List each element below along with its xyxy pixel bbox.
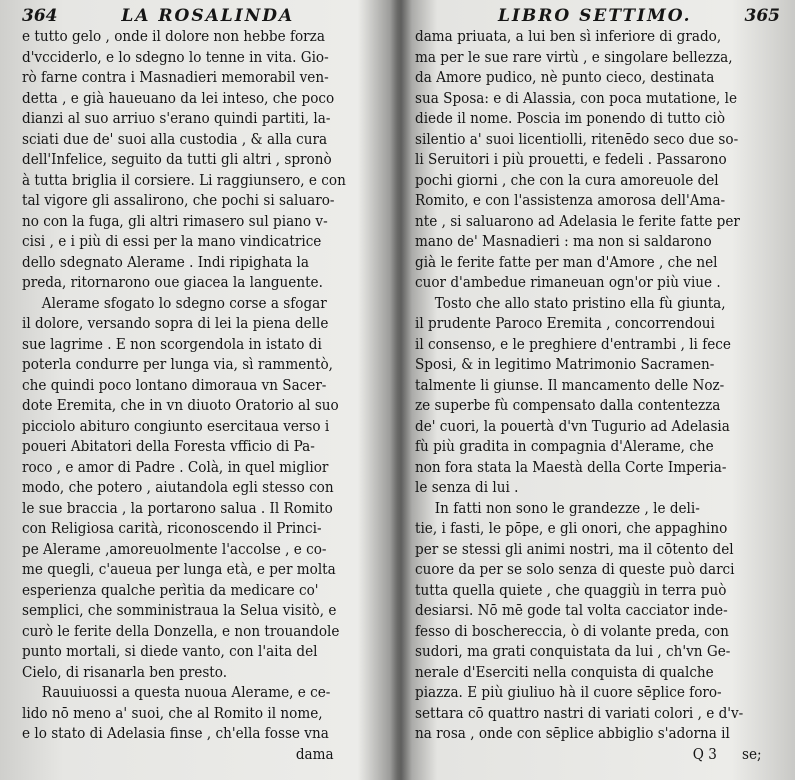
text-line: semplici, che somministraua la Selua visitò, e [22,601,337,619]
text-line: lido nō meno a' suoi, che al Romito il nome, [22,703,323,722]
right-page-number: 365 [744,6,780,26]
text-line: talmente li giunse. Il mancamento delle Noz- [415,375,725,394]
text-line: con Religiosa carità, riconoscendo il Princi- [22,519,322,537]
left-page-number: 364 [22,6,58,26]
text-line: Cielo, di risanarla ben presto. [22,662,228,681]
text-line: mano de' Masnadieri : ma non si saldarono [415,232,712,250]
text-line: tie, i fasti, le pōpe, e gli onori, che appaghino [415,519,728,537]
text-line: pochi giorni , che con la cura amoreuole del [415,170,719,189]
text-line: tal vigore gli assalirono, che pochi si saluaro- [22,191,335,209]
text-line: d'vcciderlo, e lo sdegno lo tenne in vita. Gio- [22,47,329,66]
text-line: poueri Abitatori della Foresta vfficio di Pa- [22,437,315,455]
text-line: sue lagrime . E non scorgendola in istato di [22,334,322,353]
text-line: dell'Infelice, seguito da tutti gli altri , spronò [22,150,332,168]
left-page [22,0,388,780]
text-line: li Seruitori i più prouetti, e fedeli . Passarono [415,150,727,168]
text-line: esperienza qualche perìtia da medicare co' [22,580,319,599]
right-page-header [415,0,780,26]
right-page [415,0,780,780]
left-page-text [22,26,388,764]
text-line: ze superbe fù compensato dalla contentezza [415,396,721,414]
text-line: nerale d'Eserciti nella conquista di qualche [415,662,714,681]
text-line: me quegli, c'aueua per lunga età, e per molta [22,560,336,578]
text-line: sciati due de' suoi alla custodia , & alla cura [22,129,328,148]
text-line: picciolo abituro congiunto esercitaua verso i [22,416,330,435]
text-line: dello sdegnato Alerame . Indi ripighata la [22,252,310,271]
text-line: roco , e amor di Padre . Colà, in quel miglior [22,457,329,476]
text-line: poterla condurre per lunga via, sì rammentò, [22,355,333,373]
text-line: cisi , e i più di essi per la mano vindicatrice [22,232,322,250]
text-line: ma per le sue rare virtù , e singolare bellezza, [415,47,733,66]
text-line: dianzi al suo arriuo s'erano quindi partiti, la- [22,109,331,127]
text-line: dama priuata, a lui ben sì inferiore di grado, [415,27,722,45]
text-line: da Amore pudico, nè punto cieco, destinata [415,68,715,86]
text-line: punto mortali, si diede vanto, con l'aita del [22,642,318,660]
text-line: Sposi, & in legitimo Matrimonio Sacramen- [415,355,715,373]
text-line: fesso di boschereccia, ò di volante preda, con [415,621,729,640]
text-line: già le ferite fatte per man d'Amore , che nel [415,252,718,271]
text-line: desiarsi. Nō mē gode tal volta cacciator inde- [415,601,728,619]
catchword: se; [742,744,762,763]
text-line: dote Eremita, che in vn diuoto Oratorio al suo [22,396,339,414]
text-line: silentio a' suoi licentiolli, ritenēdo seco due so- [415,129,739,148]
text-line: rò farne contra i Masnadieri memorabil ven- [22,68,329,86]
text-line: curò le ferite della Donzella, e non trouandole [22,621,340,640]
text-line: In fatti non sono le grandezze , le deli- [434,498,700,517]
signature-row [415,744,780,765]
text-line: pe Alerame ,amoreuolmente l'accolse , e co- [22,539,327,558]
text-line: Alerame sfogato lo sdegno corse a sfogar [41,293,327,312]
text-line: le sue braccia , la portarono salua . Il Romito [22,498,333,517]
text-line: na rosa , onde con sēplice abbiglio s'adorna il [415,724,730,742]
text-line: nte , si saluarono ad Adelasia le ferite fatte per [415,211,740,230]
text-line: sua Sposa: e di Alassia, con poca mutatione, le [415,88,738,107]
text-line: il consenso, e le preghiere d'entrambi , li fece [415,334,731,353]
text-line: e lo stato di Adelasia finse , ch'ella fosse vna [22,724,329,742]
text-line: Romito, e con l'assistenza amorosa dell'Ama- [415,191,726,209]
text-line: fù più gradita in compagnia d'Alerame, che [415,437,714,455]
signature-mark: Q 3 [692,744,717,763]
left-running-head: LA ROSALINDA [121,6,295,26]
catchword: dama [295,744,334,763]
text-line: per se stessi gli animi nostri, ma il cōtento del [415,539,734,558]
text-line: Rauuiuossi a questa nuoua Alerame, e ce- [41,683,331,701]
right-running-head: LIBRO SETTIMO. [497,6,692,26]
text-line: de' cuori, la pouertà d'vn Tugurio ad Adelasia [415,416,730,435]
text-line: detta , e già haueuano da lei inteso, che poco [22,88,335,107]
right-page-text [415,26,780,764]
text-line: à tutta briglia il corsiere. Li raggiunsero, e con [22,170,346,189]
text-line: piazza. E più giuliuo hà il cuore sēplice foro- [415,683,722,701]
text-line: le senza di lui . [415,478,519,496]
text-line: no con la fuga, gli altri rimasero sul piano v- [22,211,328,230]
text-line: diede il nome. Poscia im ponendo di tutto ciò [415,109,725,127]
text-line: sudori, ma grati conquistata da lui , ch'vn Ge- [415,642,731,660]
text-line: che quindi poco lontano dimoraua vn Sacer- [22,375,327,394]
text-line: non fora stata la Maestà della Corte Imperia- [415,457,727,476]
text-line: Tosto che allo stato pristino ella fù giunta, [434,293,726,312]
book-gutter [390,0,412,780]
text-line: cuore da per se solo senza di queste può darci [415,560,735,578]
text-line: settara cō quattro nastri di variati colori , e d'v- [415,703,744,722]
left-page-header [22,0,388,26]
text-line: tutta quella quiete , che quaggiù in terra può [415,580,727,599]
text-line: e tutto gelo , onde il dolore non hebbe forza [22,27,325,45]
text-line: il dolore, versando sopra di lei la piena delle [22,314,329,332]
text-line: preda, ritornarono oue giacea la languente. [22,273,323,291]
text-line: il prudente Paroco Eremita , concorrendoui [415,314,715,332]
text-line: modo, che potero , aiutandola egli stesso con [22,478,334,496]
text-line: cuor d'ambedue rimaneuan ogn'or più viue . [415,273,721,291]
